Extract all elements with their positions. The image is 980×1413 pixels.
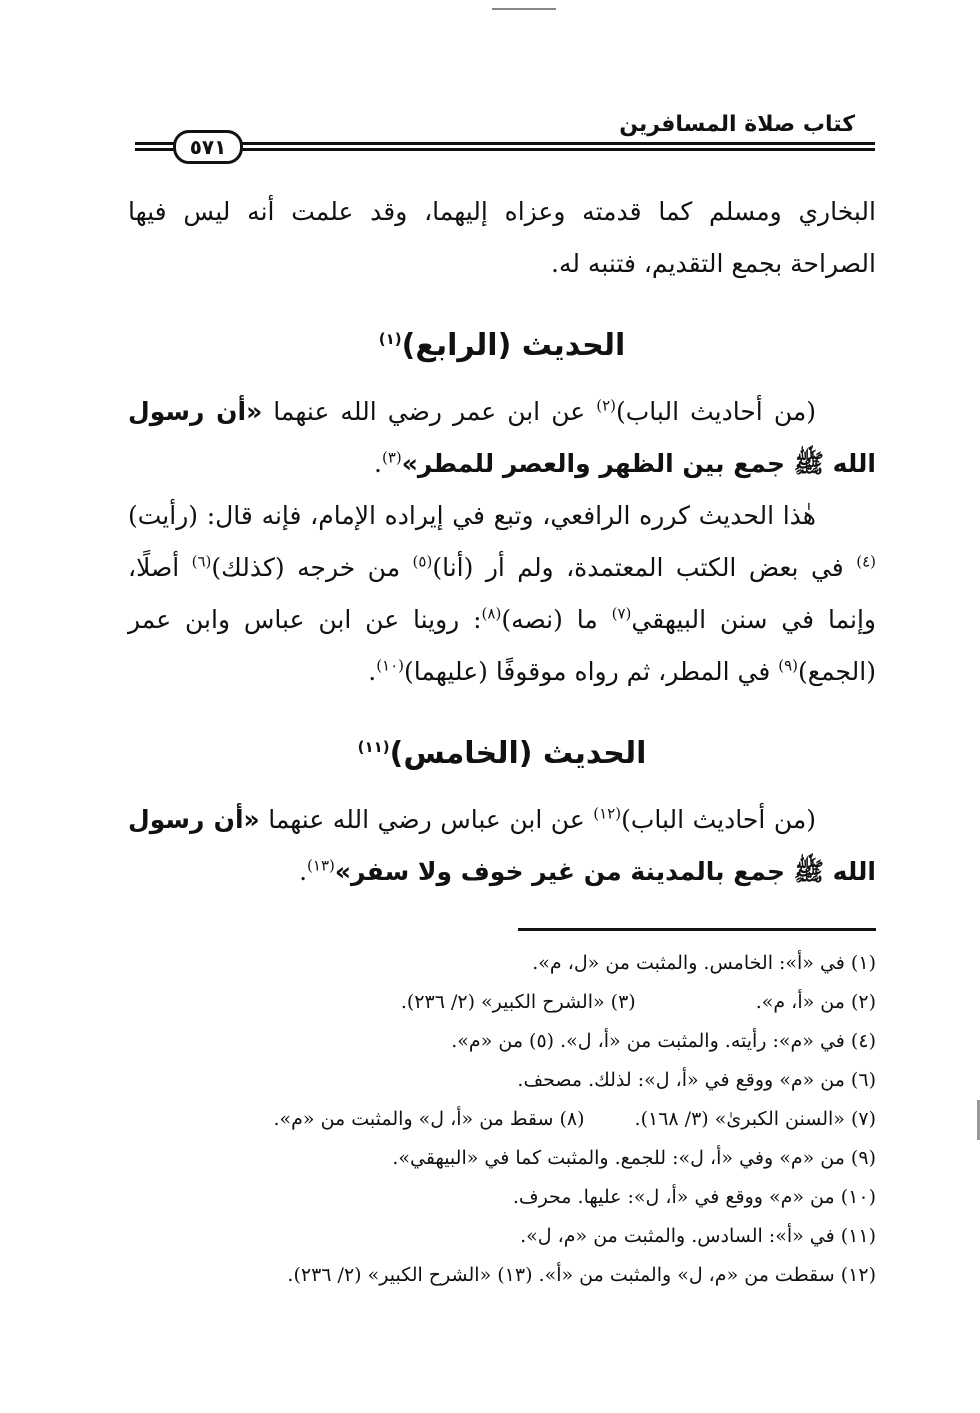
hadith-heading-fifth: [128, 726, 876, 782]
paragraph-intro: البخاري ومسلم كما قدمته وعزاه إليهما، وقد علمت أنه ليس فيها الصراحة بجمع التقديم، فتنبه له.: [128, 197, 876, 278]
footnote-ref: (٦): [191, 552, 212, 571]
footnote-ref: (٣): [381, 448, 402, 467]
footnote-10: (١٠) من «م» ووقع في «أ، ل»: عليها. محرف.: [512, 1186, 876, 1208]
footnote-ref: (٧): [611, 604, 632, 623]
footnotes: [128, 944, 876, 1295]
text-span: ما (نصه): [501, 605, 612, 634]
footnote-3: (٣) «الشرح الكبير» (٢/ ٢٣٦).: [400, 991, 636, 1013]
footnote-1: (١) في «أ»: الخامس. والمثبت من «ل، م».: [532, 952, 876, 974]
footnote-6: (٦) من «م» ووقع في «أ، ل»: لذلك. مصحف.: [517, 1069, 876, 1091]
footnote-ref: (١): [378, 330, 402, 348]
text-span: عن ابن عباس رضي الله عنهما: [259, 805, 594, 834]
footnote-8: (٨) سقط من «أ، ل» والمثبت من «م».: [273, 1108, 585, 1130]
footnote-2: (٢) من «أ، م».: [755, 991, 876, 1013]
page-number: ٥٧١: [173, 130, 243, 164]
paragraph-hadith-fifth: [128, 794, 876, 898]
top-scan-line: [492, 8, 556, 10]
heading-text: الحديث (الخامس): [389, 736, 647, 771]
paragraph-hadith-fourth: [128, 386, 876, 490]
text-span: هٰذا الحديث كرره الرافعي، وتبع في إيراده الإمام، فإنه قال: (رأيت): [128, 501, 816, 530]
footnote-4-5: (٤) في «م»: رأيته. والمثبت من «أ، ل». (٥) من «م».: [451, 1030, 876, 1052]
footnote-7: (٧) «السنن الكبرىٰ» (٣/ ١٦٨).: [634, 1108, 876, 1130]
running-title: كتاب صلاة المسافرين: [619, 112, 855, 137]
footnote-ref: (٥): [412, 552, 433, 571]
footnote-ref: (١٢): [593, 804, 622, 823]
header-rule-top: [135, 142, 875, 145]
text-span: .: [299, 857, 308, 886]
text-span: .: [374, 449, 382, 478]
footnote-ref: (٤): [856, 552, 876, 571]
main-text: [128, 186, 876, 898]
footnote-9: (٩) من «م» وفي «أ، ل»: للجمع. والمثبت كما في «البيهقي».: [392, 1147, 876, 1169]
footnote-7-8: [128, 1100, 876, 1139]
footnote-12-13: (١٢) سقطت من «م، ل» والمثبت من «أ». (١٣) «الشرح الكبير» (٢/ ٢٣٦).: [287, 1264, 876, 1286]
hadith-quote: «أن رسول الله ﷺ جمع بالمدينة من غير خوف ولا سفر»: [128, 805, 876, 886]
text-span: عن ابن عمر رضي الله عنهما: [262, 397, 597, 426]
header-rule-bottom: [135, 148, 875, 151]
text-span: (من أحاديث الباب): [616, 397, 816, 426]
paragraph-commentary: [128, 490, 876, 698]
heading-text: الحديث (الرابع): [401, 328, 626, 363]
footnote-ref: (٨): [481, 604, 502, 623]
footnote-ref: (٢): [596, 396, 616, 415]
text-span: في بعض الكتب المعتمدة، ولم أر (أنا): [432, 553, 857, 582]
footnote-11: (١١) في «أ»: السادس. والمثبت من «م، ل».: [520, 1225, 876, 1247]
text-span: : روينا عن ابن عباس وابن عمر (الجمع): [128, 605, 876, 686]
footnote-2-3: [128, 983, 876, 1022]
footnote-ref: (١١): [357, 738, 390, 756]
text-span: في المطر، ثم رواه موقوفًا (عليهما): [404, 657, 779, 686]
page-header: [135, 112, 875, 162]
hadith-heading-fourth: [128, 318, 876, 374]
text-span: أصلًا، وإنما في سنن البيهقي: [128, 553, 876, 634]
text-span: .: [368, 657, 377, 686]
text-span: من خرجه (كذلك): [211, 553, 413, 582]
text-span: (من أحاديث الباب): [621, 805, 816, 834]
hadith-quote: «أن رسول الله ﷺ جمع بين الظهر والعصر للمطر»: [128, 397, 876, 478]
footnote-ref: (١٣): [307, 856, 335, 875]
footnote-ref: (٩): [778, 656, 799, 675]
footnote-ref: (١٠): [376, 656, 405, 675]
footnote-separator: [518, 928, 876, 931]
